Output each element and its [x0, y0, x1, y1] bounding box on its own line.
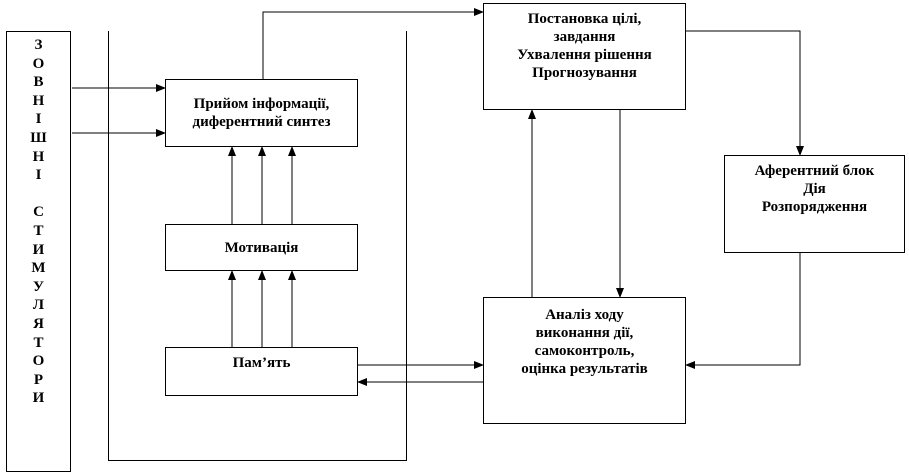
stimuli-letter: Н [32, 148, 45, 165]
stimuli-letter: І [35, 111, 42, 128]
stimuli-letter: И [32, 241, 45, 258]
motivation-block: Мотивація [165, 224, 358, 271]
stimuli-letter: І [35, 167, 42, 184]
stimuli-letter: И [32, 390, 45, 407]
stimuli-letter: В [33, 74, 44, 91]
stimuli-letter: О [32, 353, 45, 370]
stimuli-letter: М [31, 260, 46, 277]
memory-block: Пам’ять [165, 347, 358, 396]
analysis-block: Аналіз ходу виконання дії, самоконтроль, оцінка результатів [483, 297, 686, 424]
stimuli-letter: У [32, 278, 44, 295]
stimuli-letter: Н [32, 92, 45, 109]
stimuli-letter: Р [33, 371, 44, 388]
stimuli-letter: Ш [30, 129, 47, 146]
stimuli-letter: З [34, 37, 43, 53]
goal-setting-block: Постановка цілі, завдання Ухвалення рішення Прогнозування [483, 3, 686, 110]
reception-block: Прийом інформації, диферентний синтез [165, 79, 358, 147]
afferent-block: Аферентний блок Дія Розпорядження [724, 155, 905, 253]
arrow-afferent-to-analysis [686, 253, 800, 365]
stimuli-letter: Л [32, 297, 45, 314]
arrow-goal-to-afferent [686, 31, 800, 155]
stimuli-letter: Т [33, 334, 44, 351]
stimuli-letter: Я [33, 315, 44, 332]
arrow-reception-to-goal [263, 12, 483, 79]
stimuli-letter: Т [33, 222, 44, 239]
stimuli-letter: С [33, 204, 44, 221]
stimuli-letter: О [32, 55, 45, 72]
